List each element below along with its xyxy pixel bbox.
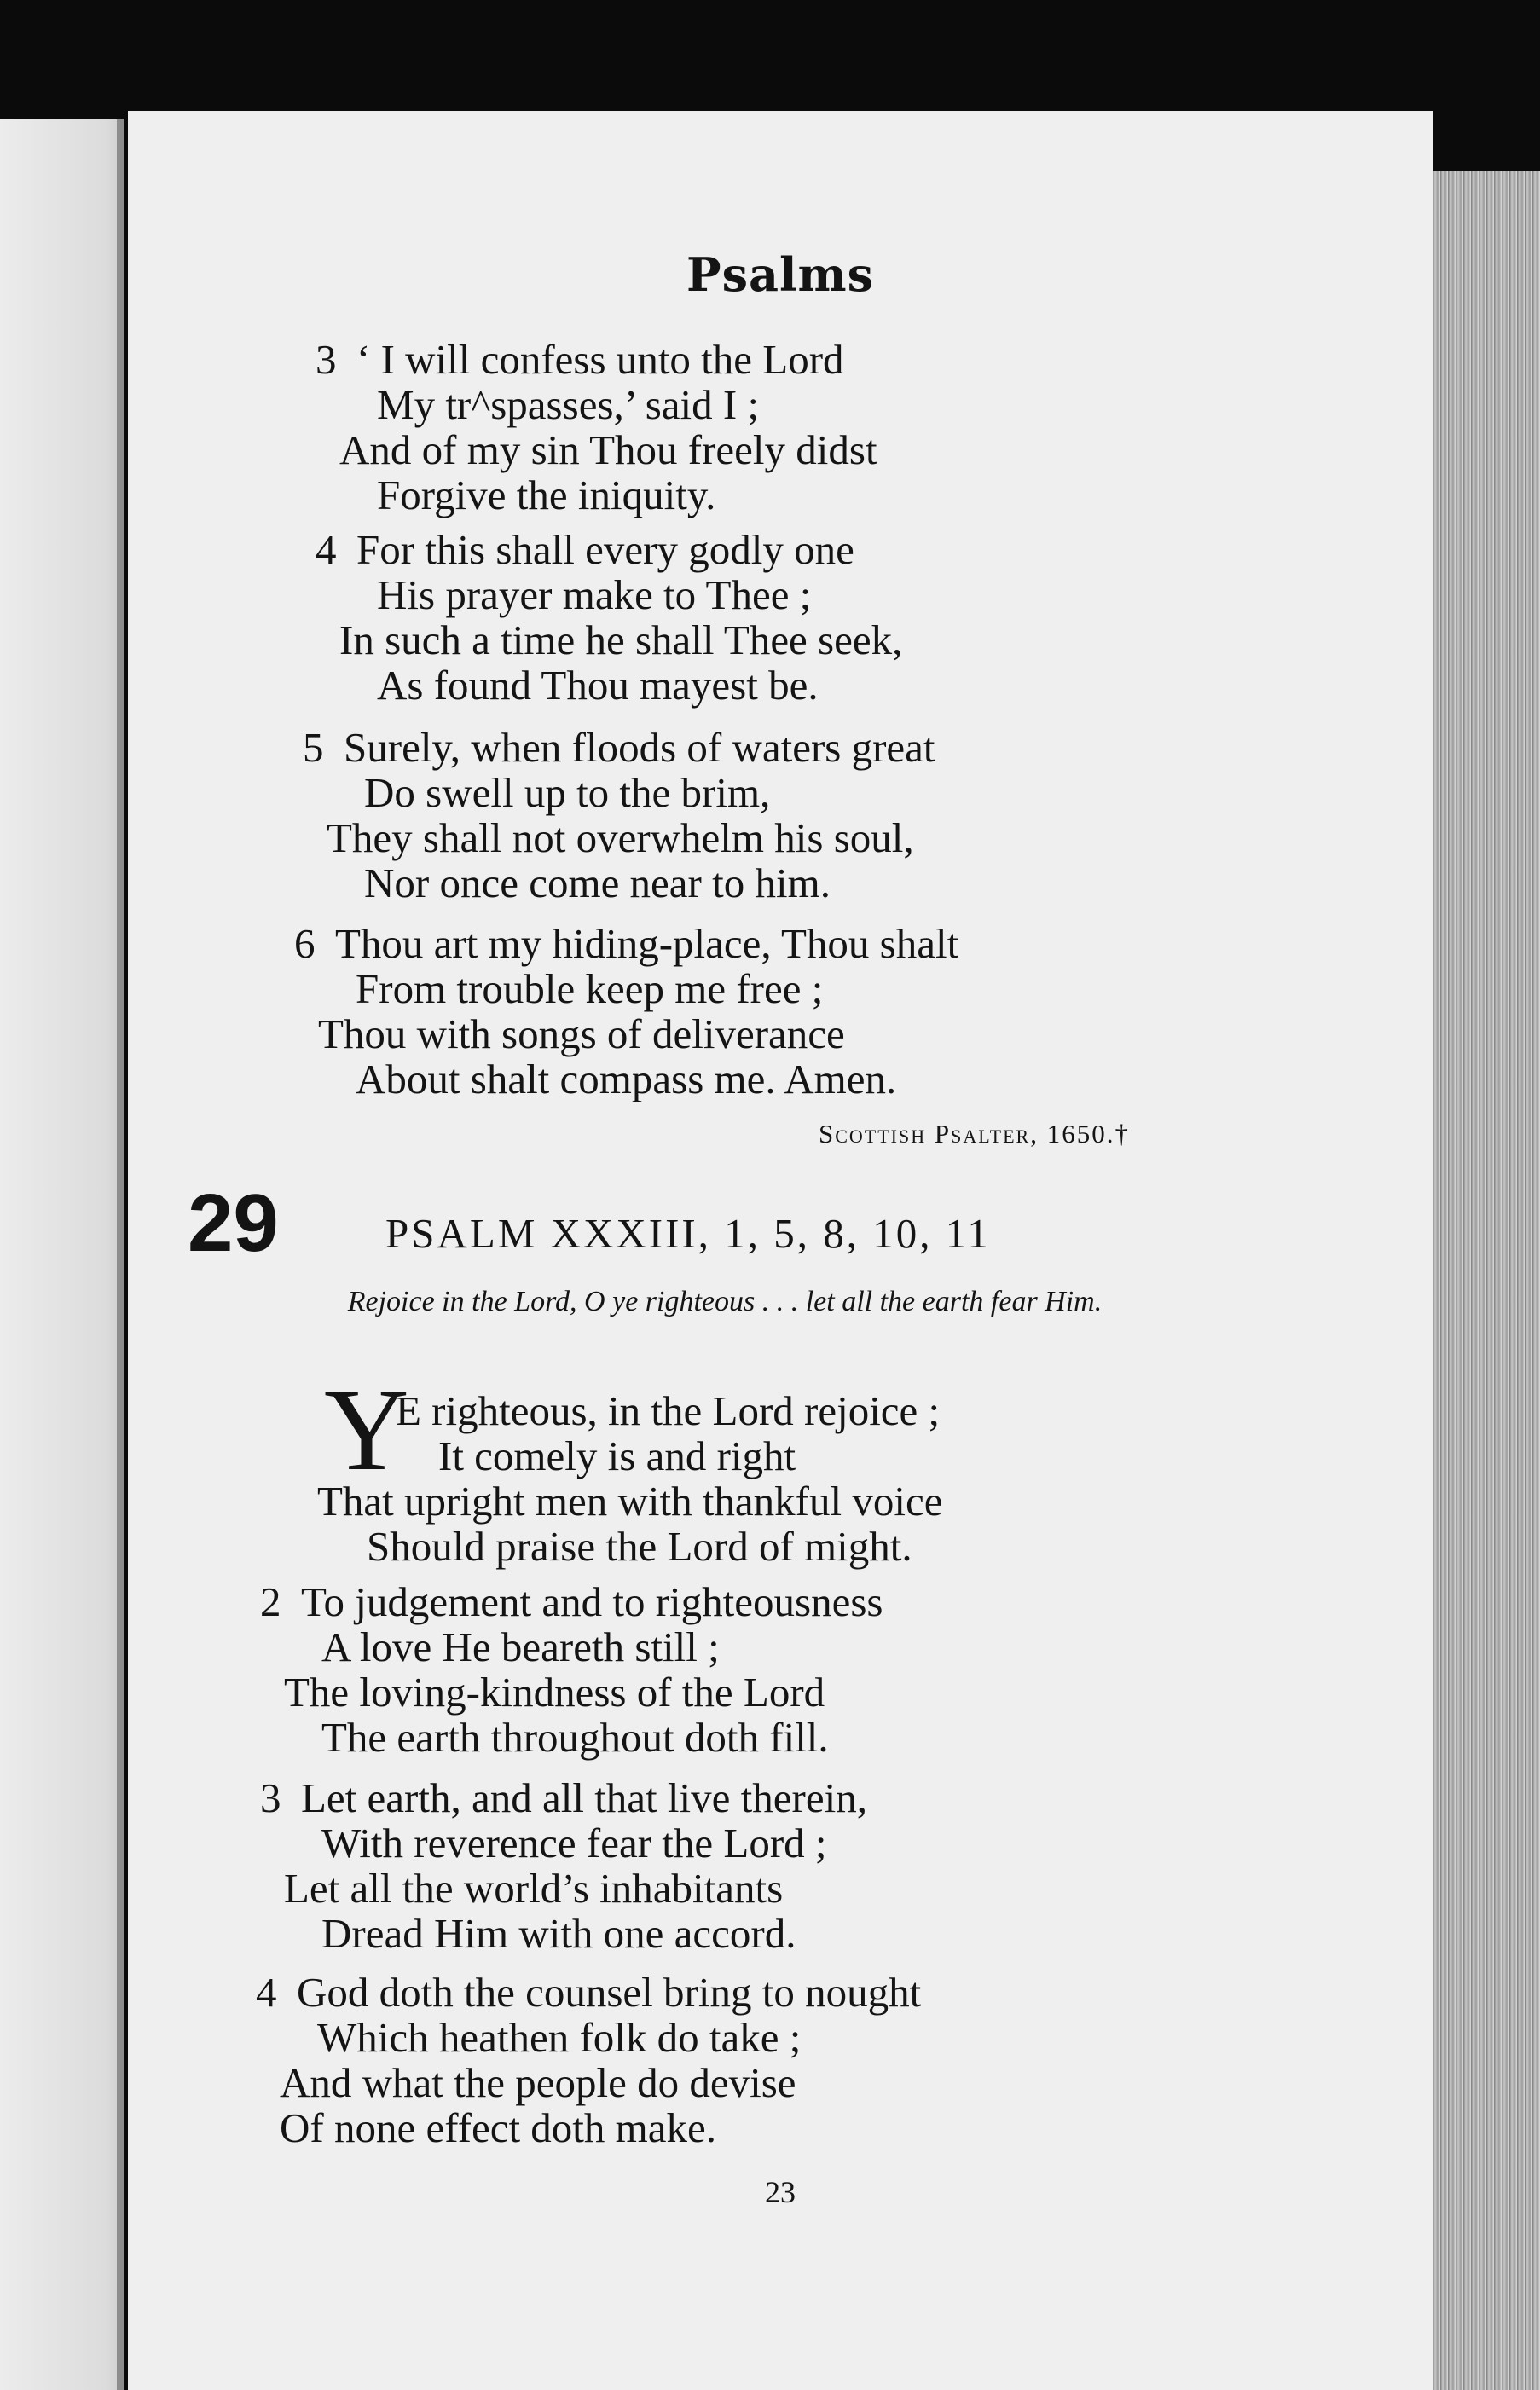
verse-line: ‘ I will confess unto the Lord [356, 336, 844, 383]
verse-line: About shalt compass me. Amen. [356, 1056, 897, 1102]
verse-line: To judgement and to righteousness [301, 1578, 883, 1625]
page-stack-edge [1433, 171, 1540, 2390]
psalm-title: PSALM XXXIII, 1, 5, 8, 10, 11 [385, 1210, 991, 1257]
verse-line: For this shall every godly one [356, 526, 854, 573]
verse-line: As found Thou mayest be. [377, 662, 819, 709]
verse-line: Of none effect doth make. [280, 2104, 717, 2151]
verse-line: Nor once come near to him. [364, 859, 831, 906]
verse-4 [316, 527, 902, 708]
psalm-number: 29 [188, 1178, 279, 1269]
facing-page-edge [0, 119, 124, 2390]
verse-line: His prayer make to Thee ; [377, 571, 812, 618]
verse-6 [294, 921, 958, 1102]
verse-line: It comely is and right [438, 1432, 796, 1479]
verse-1 [317, 1388, 942, 1569]
verse-5 [303, 725, 935, 906]
verse-line: Dread Him with one accord. [321, 1910, 796, 1957]
verse-number: 4 [256, 1969, 277, 2016]
verse-line: From trouble keep me free ; [356, 965, 824, 1012]
verse-line: Do swell up to the brim, [364, 769, 771, 816]
verse-line: With reverence fear the Lord ; [321, 1820, 827, 1866]
verse-line: God doth the counsel bring to nought [297, 1969, 922, 2016]
verse-line: In such a time he shall Thee seek, [339, 616, 903, 663]
verse-number: 6 [294, 920, 316, 967]
verse-number: 3 [316, 336, 337, 383]
page-number: 23 [765, 2175, 796, 2209]
verse-2 [260, 1579, 883, 1760]
verse-line: And of my sin Thou freely didst [339, 426, 877, 473]
verse-line: Surely, when floods of waters great [344, 724, 935, 771]
verse-line: A love He beareth still ; [321, 1623, 720, 1670]
verse-4b [256, 1970, 921, 2150]
verse-line: That upright men with thankful voice [317, 1478, 943, 1525]
verse-line: Thou with songs of deliverance [318, 1010, 845, 1057]
verse-line: And what the people do devise [280, 2059, 796, 2106]
verse-line: Should praise the Lord of might. [367, 1523, 912, 1570]
verse-line: Let earth, and all that live therein, [301, 1774, 867, 1821]
verse-3b [260, 1775, 867, 1956]
verse-number: 4 [316, 526, 337, 573]
verse-number: 2 [260, 1578, 281, 1625]
verse-line: They shall not overwhelm his soul, [327, 814, 914, 861]
epigraph: Rejoice in the Lord, O ye righteous . . . let all the earth fear Him. [347, 1286, 1103, 1317]
drop-cap: Y [324, 1364, 409, 1495]
verse-line: Forgive the iniquity. [377, 472, 716, 518]
verse-line: The loving-kindness of the Lord [284, 1669, 825, 1716]
verse-line: The earth throughout doth fill. [321, 1714, 829, 1761]
verse-line: Thou art my hiding-place, Thou shalt [335, 920, 959, 967]
verse-3 [316, 337, 877, 518]
verse-line: Let all the world’s inhabitants [284, 1865, 784, 1912]
running-head: Psalms [686, 247, 875, 302]
verse-number: 5 [303, 724, 324, 771]
verse-line: Which heathen folk do take ; [317, 2014, 802, 2061]
verse-line: My tr^spasses,’ said I ; [377, 381, 760, 428]
attribution: Scottish Psalter, 1650.† [819, 1119, 1130, 1149]
verse-line: E righteous, in the Lord rejoice ; [396, 1387, 941, 1434]
verse-number: 3 [260, 1774, 281, 1821]
